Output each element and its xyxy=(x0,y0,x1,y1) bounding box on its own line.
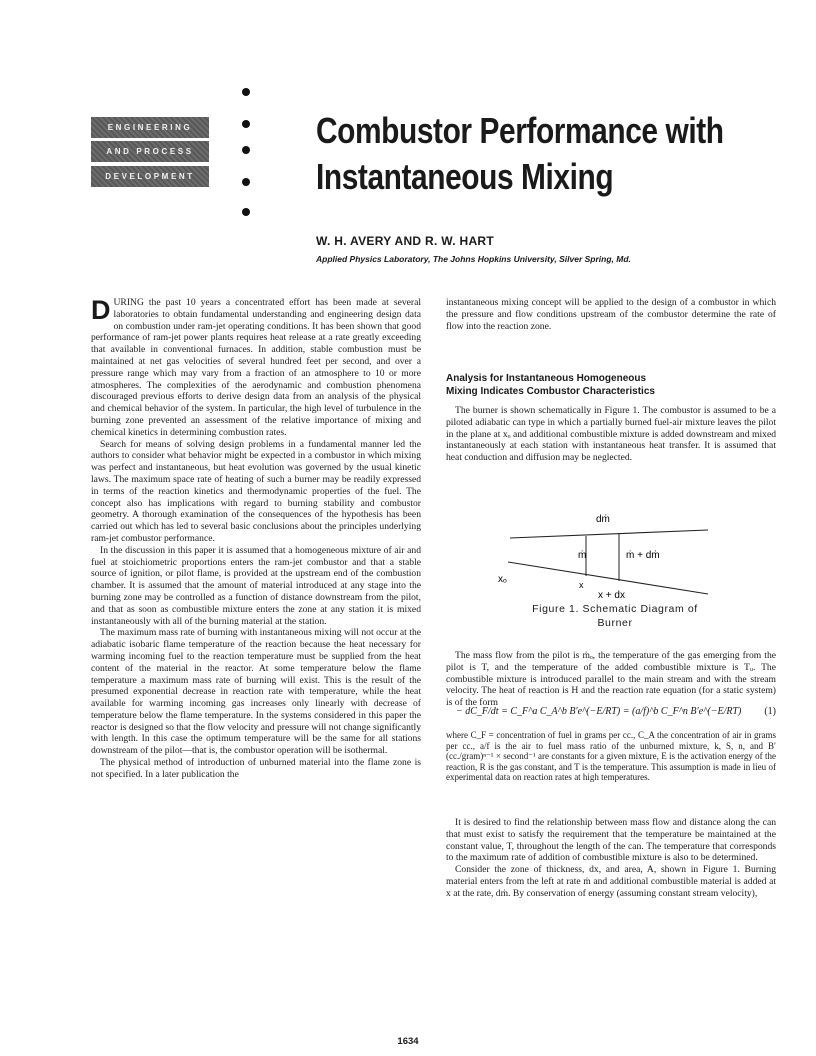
heading-line-2: Mixing Indicates Combustor Characteristics xyxy=(446,386,655,397)
label-dm: dṁ xyxy=(596,514,610,525)
paragraph: Search for means of solving design problems in a fundamental manner led the authors to consider what behavior might be expected in a combustor in which mixing was perfect and instantaneous, but heat evolution was governed by the usual kinetic laws. The maximum space rate of heating of such a burner may be readily expressed in terms of the reaction kinetics and thermodynamic properties of the fuel. The concept also has implications with regard to burning stability and combustor geometry. A thorough examination of the consequences of the hypothesis has been carried out which has led to several basic conclusions about the principles underlying ram-jet combustor performance. xyxy=(91,438,421,544)
page-number: 1634 xyxy=(397,1036,419,1047)
equation-body: − dC_F/dt = C_F^a C_A^b B′e^(−E/RT) = (a/f)^b C_F^n B′e^(−E/RT) xyxy=(456,706,742,717)
upper-wall-line xyxy=(510,530,708,538)
drop-cap: D xyxy=(91,295,111,325)
affiliation: Applied Physics Laboratory, The Johns Hopkins University, Silver Spring, Md. xyxy=(316,254,631,264)
label-x-plus-dx: x + dx xyxy=(598,590,625,600)
paragraph: where C_F = concentration of fuel in grams per cc., C_A the concentration of air in grams per cc., a/f is the air to fuel mass ratio of the unburned mixture, k, S, n, and B′ (cc./gram)ⁿ⁻¹ × second⁻¹ are constants for a given mixture, E is the activation energy of the reaction, R is the gas constant, and T is the temperature. This assumption is made in lieu of experimental data on reaction rates at high temperatures. xyxy=(446,730,776,783)
label-m-plus-dm: ṁ + dṁ xyxy=(626,550,660,561)
bullet-dot xyxy=(242,88,250,96)
paragraph: The burner is shown schematically in Figure 1. The combustor is assumed to be a piloted adiabatic can type in which a partially burned fuel-air mixture leaves the pilot in the plane at xₒ and additional combustible mixture is added downstream and mixed instantaneously at each station with instantaneous heat transfer. It is assumed that heat conduction and diffusion may be neglected. xyxy=(446,405,776,464)
article-title xyxy=(316,108,724,200)
figure-schematic-burner xyxy=(490,508,730,600)
paragraph xyxy=(91,297,421,439)
paragraph: instantaneous mixing concept will be applied to the design of a combustor in which the pressure and flow conditions upstream of the combustor determine the rate of flow into the reaction zone. xyxy=(446,297,776,332)
label-x0: xₒ xyxy=(498,574,507,585)
authors: W. H. AVERY AND R. W. HART xyxy=(316,234,495,248)
section-heading xyxy=(446,372,776,398)
equation-1 xyxy=(456,706,776,717)
paragraph-text: URING the past 10 years a concentrated effort has been made at several laboratories to obtain fundamental understanding and engineering design data on combustion under ram-jet operating conditions. It has been shown that good performance of ram-jet power plants requires heat release at a rate greatly exceeding that available in conventional furnaces. In addition, stable combustion must be maintained at net gas velocities of several hundred feet per second, and over a pressure range which may vary from a fraction of an atmosphere to 10 or more atmospheres. The complexities of the aerodynamic and combustion phenomena discouraged previous efforts to derive design data from an analysis of the physical and chemical behavior of the system. In particular, the high level of turbulence in the burning zone prevented an assessment of the relative importance of mixing and chemical kinetics in determining combustion rates. xyxy=(91,297,421,438)
bullet-dot xyxy=(242,208,250,216)
paragraph: Consider the zone of thickness, dx, and area, A, shown in Figure 1. Burning material enters from the left at rate ṁ and additional combustible material is added at x at the rate, dṁ. By conservation of energy (assuming constant stream velocity), xyxy=(446,864,776,899)
right-column-burner xyxy=(446,405,776,464)
caption-line-1: Figure 1. Schematic Diagram of xyxy=(532,603,698,615)
paragraph: The maximum mass rate of burning with instantaneous mixing will not occur at the adiabatic isobaric flame temperature of the reaction because the heat necessary for warming incoming fuel to the reaction temperature must be supplied from the heat content of the material in the reactor. At some temperature below the flame temperature a maximum mass rate of burning will exist. This is the result of the presumed exponential decrease in reaction rate with temperature, while the heat available for warming incoming gas increases only linearly with decrease of temperature below the flame temperature. In the systems considered in this paper the reactor is designed so that the flow velocity and pressure will not change significantly with length. In this case the optimum temperature will be the same for all stations downstream of the pilot—that is, the combustor operation will be isothermal. xyxy=(91,627,421,757)
title-line-2: Instantaneous Mixing xyxy=(316,156,614,197)
right-column-desired xyxy=(446,817,776,900)
label-x: x xyxy=(579,580,584,590)
bullet-dot xyxy=(242,146,250,154)
left-column xyxy=(91,297,421,781)
bullet-dot xyxy=(242,178,250,186)
right-column-intro xyxy=(446,297,776,332)
right-column-where xyxy=(446,730,776,783)
bullet-dot xyxy=(242,120,250,128)
caption-line-2: Burner xyxy=(597,617,633,629)
right-column-mass-flow xyxy=(446,650,776,709)
equation-number: (1) xyxy=(764,706,776,717)
section-banner-process: AND PROCESS xyxy=(91,141,209,162)
paragraph: The physical method of introduction of unburned material into the flame zone is not specified. In a later publication the xyxy=(91,757,421,780)
paragraph: It is desired to find the relationship between mass flow and distance along the can that must exist to satisfy the requirement that the temperature be maintained at the constant value, T, throughout the length of the can. The temperature that corresponds to the maximum rate of addition of combustible mixture is also to be determined. xyxy=(446,817,776,864)
paragraph: The mass flow from the pilot is ṁₒ, the temperature of the gas emerging from the pilot is T, and the temperature of the added combustible mixture is Tᵤ. The combustible mixture is introduced parallel to the main stream and with the stream velocity. The heat of reaction is H and the reaction rate equation (for a static system) is of the form xyxy=(446,650,776,709)
paragraph: In the discussion in this paper it is assumed that a homogeneous mixture of air and fuel at stoichiometric proportions enters the ram-jet combustor and that a stable source of ignition, or pilot flame, is provided at the upstream end of the combustion chamber. It is assumed that the amount of material introduced at any stage into the burning zone may be controlled as a function of distance downstream from the pilot, and that as soon as combustible mixture enters the zone at any station it is mixed instantaneously with all of the burning material at the station. xyxy=(91,544,421,627)
section-banner-engineering: ENGINEERING xyxy=(91,117,209,138)
heading-line-1: Analysis for Instantaneous Homogeneous xyxy=(446,373,647,384)
title-line-1: Combustor Performance with xyxy=(316,110,724,151)
section-banner-development: DEVELOPMENT xyxy=(91,166,209,187)
label-m: ṁ xyxy=(578,550,587,561)
figure-caption xyxy=(470,602,760,630)
